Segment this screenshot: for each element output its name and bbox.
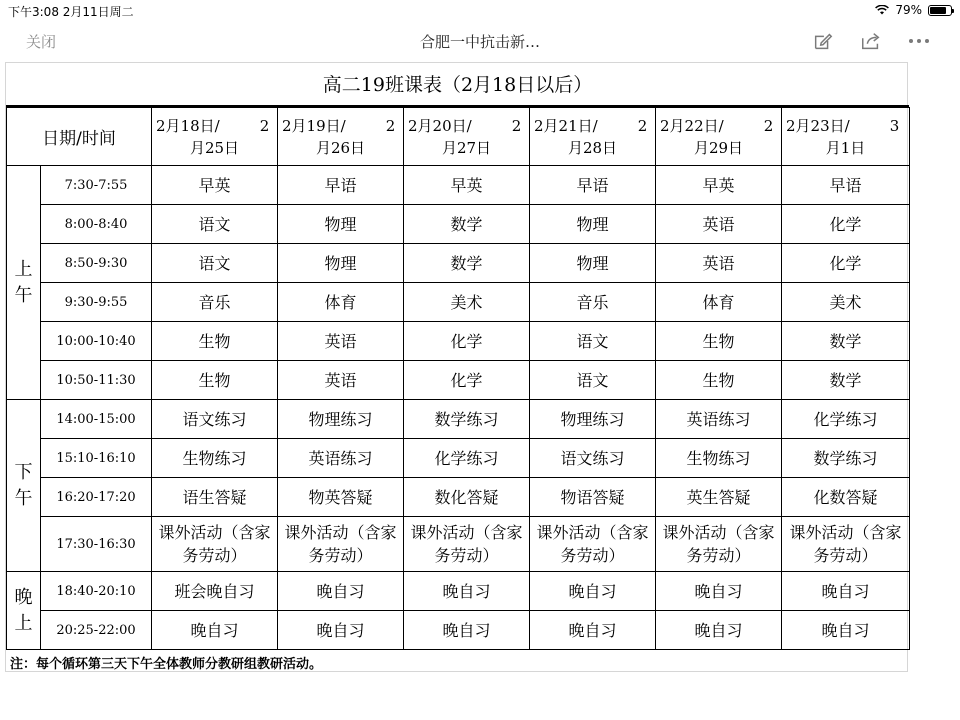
subject-cell: 晚自习 <box>278 572 404 611</box>
schedule-title: 高二19班课表（2月18日以后） <box>6 63 909 107</box>
date-header <box>782 108 910 166</box>
period-label <box>7 400 41 572</box>
subject-cell: 数学 <box>404 244 530 283</box>
status-right <box>875 3 952 17</box>
subject-cell: 英生答疑 <box>656 478 782 517</box>
time-slot: 10:50-11:30 <box>41 361 152 400</box>
date-header-line2: 月29日 <box>693 138 744 157</box>
time-slot: 8:50-9:30 <box>41 244 152 283</box>
time-slot: 18:40-20:10 <box>41 572 152 611</box>
subject-cell: 课外活动（含家务劳动） <box>152 517 278 572</box>
subject-cell: 物理 <box>530 205 656 244</box>
document-title: 合肥一中抗击新… <box>419 33 540 51</box>
subject-cell: 美术 <box>782 283 910 322</box>
date-header-line1 <box>404 115 529 137</box>
table-row <box>7 478 910 517</box>
time-slot: 8:00-8:40 <box>41 205 152 244</box>
subject-cell: 音乐 <box>152 283 278 322</box>
subject-cell: 英语练习 <box>278 439 404 478</box>
date-header-cut: 2 <box>763 116 774 135</box>
subject-cell: 晚自习 <box>656 572 782 611</box>
subject-cell: 晚自习 <box>404 611 530 650</box>
table-row <box>7 283 910 322</box>
date-header-line1 <box>278 115 403 137</box>
period-char: 上 <box>14 258 33 280</box>
footnote: 注：每个循环第三天下午全体教师分教研组教研活动。 <box>10 657 323 672</box>
period-char: 下 <box>14 461 33 483</box>
date-header-start: 2月18日/ <box>156 116 220 135</box>
close-button[interactable]: 关闭 <box>26 33 57 51</box>
subject-cell: 物理 <box>278 205 404 244</box>
date-header-line2: 月25日 <box>189 138 240 157</box>
subject-cell: 数化答疑 <box>404 478 530 517</box>
subject-cell: 数学练习 <box>782 439 910 478</box>
subject-cell: 早语 <box>530 166 656 205</box>
date-header <box>152 108 278 166</box>
date-header-cut: 2 <box>385 116 396 135</box>
subject-cell: 生物 <box>656 322 782 361</box>
date-header-line1 <box>152 115 277 137</box>
date-header-start: 2月23日/ <box>786 116 850 135</box>
time-slot: 20:25-22:00 <box>41 611 152 650</box>
subject-cell: 体育 <box>278 283 404 322</box>
subject-cell: 物理练习 <box>530 400 656 439</box>
corner-header: 日期/时间 <box>7 108 152 166</box>
schedule-table <box>6 107 910 650</box>
subject-cell: 语文练习 <box>152 400 278 439</box>
subject-cell: 化学 <box>404 322 530 361</box>
time-slot: 15:10-16:10 <box>41 439 152 478</box>
period-char: 午 <box>14 284 33 306</box>
date-header <box>530 108 656 166</box>
date-header-line2: 月28日 <box>567 138 618 157</box>
subject-cell: 数学练习 <box>404 400 530 439</box>
date-header-line1 <box>656 115 781 137</box>
subject-cell: 物语答疑 <box>530 478 656 517</box>
subject-cell: 音乐 <box>530 283 656 322</box>
subject-cell: 化学 <box>782 205 910 244</box>
status-time: 下午3:08 2月11日周二 <box>8 5 134 19</box>
subject-cell: 晚自习 <box>530 611 656 650</box>
table-row <box>7 361 910 400</box>
subject-cell: 课外活动（含家务劳动） <box>782 517 910 572</box>
subject-cell: 数学 <box>782 322 910 361</box>
table-row <box>7 611 910 650</box>
subject-cell: 化数答疑 <box>782 478 910 517</box>
subject-cell: 课外活动（含家务劳动） <box>656 517 782 572</box>
table-row <box>7 572 910 611</box>
period-char: 晚 <box>14 586 33 608</box>
subject-cell: 体育 <box>656 283 782 322</box>
subject-cell: 早语 <box>782 166 910 205</box>
subject-cell: 晚自习 <box>656 611 782 650</box>
subject-cell: 美术 <box>404 283 530 322</box>
subject-cell: 物理 <box>530 244 656 283</box>
date-header <box>404 108 530 166</box>
subject-cell: 生物 <box>656 361 782 400</box>
subject-cell: 化学练习 <box>404 439 530 478</box>
time-slot: 7:30-7:55 <box>41 166 152 205</box>
date-header-start: 2月20日/ <box>408 116 472 135</box>
period-char: 午 <box>14 487 33 509</box>
subject-cell: 晚自习 <box>782 611 910 650</box>
subject-cell: 生物 <box>152 322 278 361</box>
date-header-line2: 月27日 <box>441 138 492 157</box>
period-label <box>7 166 41 400</box>
subject-cell: 化学练习 <box>782 400 910 439</box>
subject-cell: 生物练习 <box>152 439 278 478</box>
date-header-cut: 3 <box>889 116 900 135</box>
date-header-line1 <box>782 115 909 137</box>
date-header-start: 2月22日/ <box>660 116 724 135</box>
subject-cell: 班会晚自习 <box>152 572 278 611</box>
subject-cell: 生物 <box>152 361 278 400</box>
date-header-cut: 2 <box>637 116 648 135</box>
time-slot: 16:20-17:20 <box>41 478 152 517</box>
time-slot: 14:00-15:00 <box>41 400 152 439</box>
table-row <box>7 517 910 572</box>
subject-cell: 语文 <box>152 205 278 244</box>
subject-cell: 生物练习 <box>656 439 782 478</box>
subject-cell: 物理练习 <box>278 400 404 439</box>
subject-cell: 语文 <box>152 244 278 283</box>
date-header-start: 2月21日/ <box>534 116 598 135</box>
subject-cell: 晚自习 <box>152 611 278 650</box>
table-row <box>7 166 910 205</box>
nav-bar <box>0 20 960 62</box>
edit-icon[interactable] <box>810 28 836 54</box>
subject-cell: 物理 <box>278 244 404 283</box>
subject-cell: 课外活动（含家务劳动） <box>404 517 530 572</box>
subject-cell: 早英 <box>656 166 782 205</box>
table-row <box>7 439 910 478</box>
subject-cell: 早英 <box>404 166 530 205</box>
date-header-line1 <box>530 115 655 137</box>
header-row <box>7 108 910 166</box>
time-slot: 9:30-9:55 <box>41 283 152 322</box>
subject-cell: 语生答疑 <box>152 478 278 517</box>
time-slot: 10:00-10:40 <box>41 322 152 361</box>
subject-cell: 英语 <box>278 361 404 400</box>
subject-cell: 语文 <box>530 322 656 361</box>
date-header-line2: 月1日 <box>825 138 866 157</box>
subject-cell: 化学 <box>404 361 530 400</box>
battery-level <box>930 7 946 14</box>
date-header <box>656 108 782 166</box>
date-header-cut: 2 <box>511 116 522 135</box>
subject-cell: 物英答疑 <box>278 478 404 517</box>
subject-cell: 早英 <box>152 166 278 205</box>
table-row <box>7 205 910 244</box>
nav-icons <box>810 28 932 54</box>
subject-cell: 晚自习 <box>404 572 530 611</box>
period-char: 上 <box>14 612 33 634</box>
subject-cell: 数学 <box>404 205 530 244</box>
table-row <box>7 322 910 361</box>
subject-cell: 课外活动（含家务劳动） <box>530 517 656 572</box>
subject-cell: 语文练习 <box>530 439 656 478</box>
battery-percent: 79% <box>895 3 922 17</box>
status-bar <box>0 0 960 20</box>
wifi-icon <box>875 5 889 15</box>
subject-cell: 化学 <box>782 244 910 283</box>
share-icon[interactable] <box>858 28 884 54</box>
subject-cell: 早语 <box>278 166 404 205</box>
subject-cell: 课外活动（含家务劳动） <box>278 517 404 572</box>
subject-cell: 英语练习 <box>656 400 782 439</box>
subject-cell: 数学 <box>782 361 910 400</box>
date-header <box>278 108 404 166</box>
subject-cell: 晚自习 <box>278 611 404 650</box>
subject-cell: 晚自习 <box>782 572 910 611</box>
time-slot: 17:30-16:30 <box>41 517 152 572</box>
battery-icon <box>928 5 952 16</box>
subject-cell: 语文 <box>530 361 656 400</box>
more-icon[interactable] <box>906 28 932 54</box>
table-row <box>7 244 910 283</box>
subject-cell: 英语 <box>278 322 404 361</box>
subject-cell: 晚自习 <box>530 572 656 611</box>
date-header-cut: 2 <box>259 116 270 135</box>
document-page <box>5 62 908 672</box>
table-row <box>7 400 910 439</box>
date-header-line2: 月26日 <box>315 138 366 157</box>
subject-cell: 英语 <box>656 244 782 283</box>
subject-cell: 英语 <box>656 205 782 244</box>
date-header-start: 2月19日/ <box>282 116 346 135</box>
period-label <box>7 572 41 650</box>
